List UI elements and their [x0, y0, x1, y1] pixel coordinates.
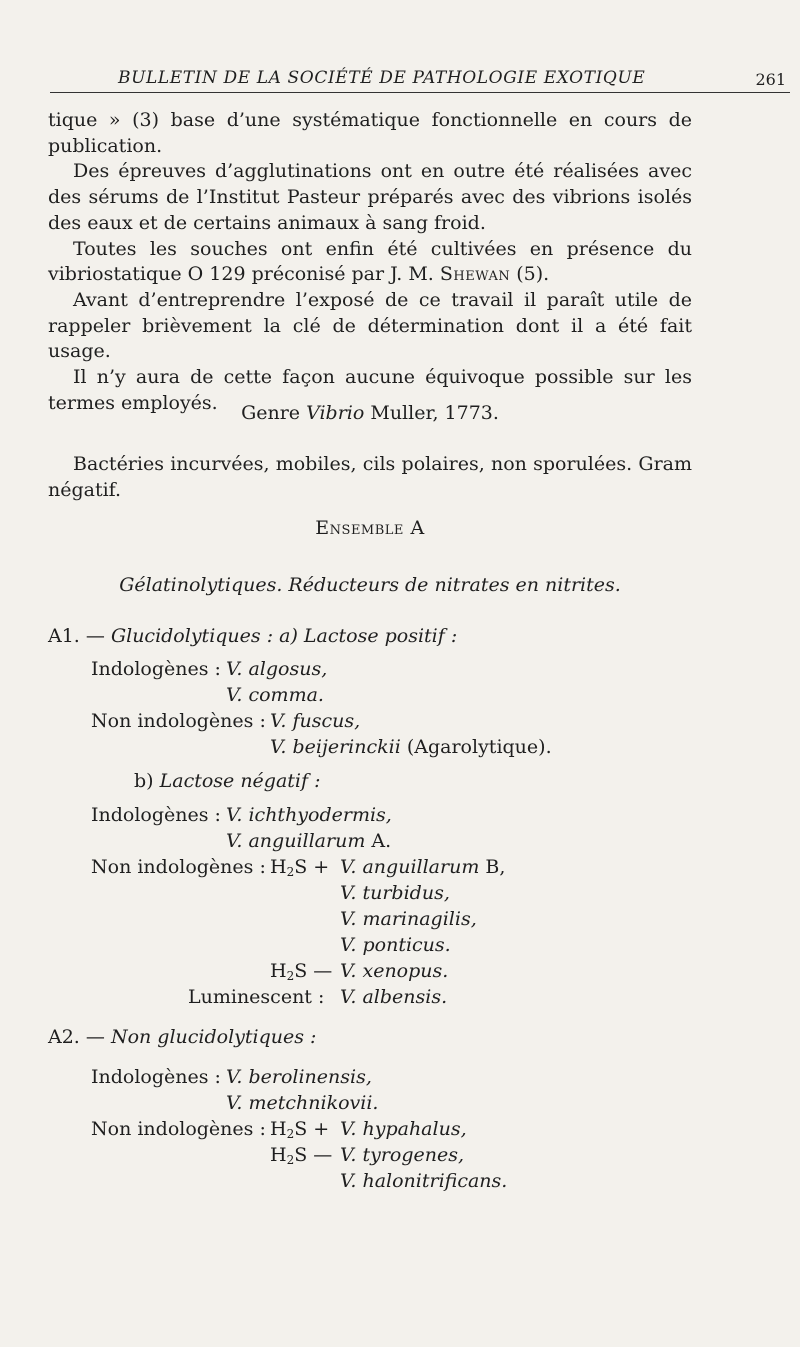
- genus-description: Bactéries incurvées, mobiles, cils polaires, non sporulées. Gram négatif.: [48, 453, 692, 501]
- a2-indol-label: Indologènes :: [91, 1066, 221, 1088]
- h2s-plus: $H_2S$ +: [270, 856, 330, 879]
- h2s-plus: $H_2S$ +: [270, 1118, 330, 1141]
- h2s-minus: $H_2S$ —: [270, 960, 333, 983]
- species: V. ponticus.: [340, 934, 451, 956]
- species: V. beijerinckii (Agarolytique).: [270, 736, 552, 758]
- journal-title: BULLETIN DE LA SOCIÉTÉ DE PATHOLOGIE EXOTIQUE: [118, 68, 646, 88]
- paragraph-2: Des épreuves d’agglutinations ont en outre été réalisées avec des sérums de l’Institut Pasteur préparés avec des vibrions isolés des eaux et de certains animaux à sang froid.: [48, 160, 692, 234]
- species: V. albensis.: [340, 986, 448, 1008]
- ensemble-title: Ensemble A: [315, 517, 425, 539]
- species: V. xenopus.: [340, 960, 449, 982]
- paragraph-5: Il n’y aura de cette façon aucune équivoque possible sur les termes employés.: [48, 366, 692, 414]
- a1-heading: A1. — Glucidolytiques : a) Lactose positif :: [48, 625, 458, 647]
- a2-non-indol-label: Non indologènes :: [91, 1118, 266, 1140]
- author-name: Shewan: [439, 263, 511, 286]
- ensemble-subtitle: Gélatinolytiques. Réducteurs de nitrates en nitrites.: [119, 574, 621, 596]
- paragraph-3: Toutes les souches ont enfin été cultivées en présence du vibriostatique O 129 préconisé par J. M. Shewan (5).: [48, 237, 692, 286]
- page-number: 261: [755, 70, 786, 89]
- species: V. berolinensis,: [226, 1066, 372, 1088]
- a2-heading: A2. — Non glucidolytiques :: [48, 1026, 317, 1048]
- lactose-negatif-heading: b) Lactose négatif :: [134, 770, 321, 792]
- a1-indol-label: Indologènes :: [91, 658, 221, 680]
- running-head: [50, 64, 790, 93]
- species: V. metchnikovii.: [226, 1092, 379, 1114]
- luminescent-label: Luminescent :: [188, 986, 325, 1008]
- species: V. anguillarum A.: [226, 830, 392, 852]
- species: V. comma.: [226, 684, 324, 706]
- a1-non-indol-label: Non indologènes :: [91, 710, 266, 732]
- species: V. hypahalus,: [340, 1118, 467, 1140]
- species: V. tyrogenes,: [340, 1144, 465, 1166]
- h2s-minus: $H_2S$ —: [270, 1144, 333, 1167]
- species: V. anguillarum B,: [340, 856, 506, 878]
- species: V. fuscus,: [270, 710, 361, 732]
- species: V. algosus,: [226, 658, 328, 680]
- species: V. halonitrificans.: [340, 1170, 508, 1192]
- species: V. ichthyodermis,: [226, 804, 392, 826]
- genus-heading: Genre Vibrio Muller, 1773.: [241, 402, 499, 424]
- intro-text: [48, 108, 692, 416]
- paragraph-1: tique » (3) base d’une systématique fonctionnelle en cours de publication.: [48, 109, 692, 157]
- non-indol-label: Non indologènes :: [91, 856, 266, 878]
- paragraph-4: Avant d’entreprendre l’exposé de ce travail il paraît utile de rappeler brièvement la clé de détermination dont il a été fait usage.: [48, 288, 692, 363]
- indol-label: Indologènes :: [91, 804, 221, 826]
- species: V. turbidus,: [340, 882, 450, 904]
- species: V. marinagilis,: [340, 908, 477, 930]
